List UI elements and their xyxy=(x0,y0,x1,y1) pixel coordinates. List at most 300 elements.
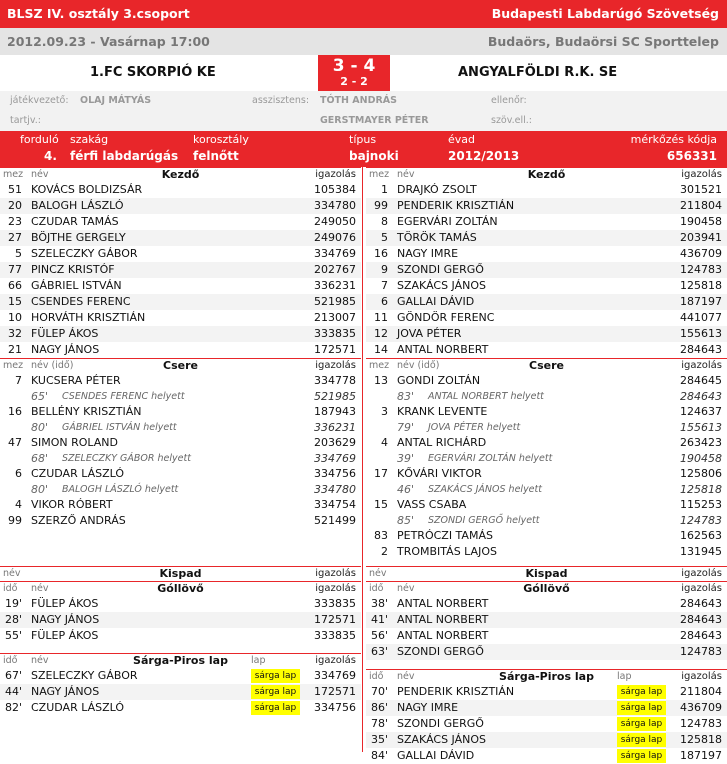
col-label-name: név xyxy=(397,671,415,682)
player-row xyxy=(0,294,361,310)
player-name: SZERZŐ ANDRÁS xyxy=(31,514,126,527)
col-label-first: mez xyxy=(369,169,390,180)
row-first-cell: 66 xyxy=(8,279,22,292)
row-first-cell: 2 xyxy=(381,545,388,558)
round-label: forduló xyxy=(20,133,59,146)
sub-player-row xyxy=(366,404,727,420)
title-bar xyxy=(0,0,727,28)
row-first-cell: 19' xyxy=(4,597,22,610)
section-title: Kispad xyxy=(525,567,568,580)
player-name: TÖRÖK TAMÁS xyxy=(397,231,477,244)
replaced-registration: 155613 xyxy=(680,421,722,434)
player-registration: 334769 xyxy=(314,247,356,260)
shirt-number: 7 xyxy=(15,374,22,387)
yellow-card-badge: sárga lap xyxy=(617,701,666,715)
yellow-card-badge: sárga lap xyxy=(617,749,666,763)
shirt-number: 3 xyxy=(381,405,388,418)
player-name: ANTAL RICHÁRD xyxy=(397,436,487,449)
player-row xyxy=(0,684,361,700)
sub-time: 79' xyxy=(397,421,415,434)
player-registration: 202767 xyxy=(314,263,356,276)
shirt-number: 47 xyxy=(8,436,22,449)
player-name: BÖJTHE GERGELY xyxy=(31,231,126,244)
player-name: NAGY IMRE xyxy=(397,247,459,260)
player-registration: 187197 xyxy=(680,295,722,308)
sub-time: 65' xyxy=(31,390,49,403)
sub-player-row xyxy=(366,466,727,482)
player-registration: 124637 xyxy=(680,405,722,418)
section-header xyxy=(366,669,727,684)
shirt-number: 13 xyxy=(374,374,388,387)
player-row xyxy=(0,214,361,230)
player-row xyxy=(366,262,727,278)
col-label-registration: igazolás xyxy=(315,360,356,371)
bench-header xyxy=(0,566,361,581)
player-registration: 521499 xyxy=(314,514,356,527)
player-name: VASS CSABA xyxy=(397,498,467,511)
sub-time: 68' xyxy=(31,452,49,465)
player-registration: 284643 xyxy=(680,629,722,642)
section-header xyxy=(366,581,727,596)
replaced-registration: 284643 xyxy=(680,390,722,403)
sub-player-row xyxy=(0,404,361,420)
column-divider xyxy=(362,167,363,752)
sub-time: 39' xyxy=(397,452,415,465)
player-name: GÖNDÖR FERENC xyxy=(397,311,495,324)
player-row xyxy=(0,497,361,513)
player-registration: 155613 xyxy=(680,327,722,340)
shirt-number: 4 xyxy=(381,436,388,449)
sub-player-row xyxy=(0,466,361,482)
player-row xyxy=(366,700,727,716)
player-name: SZONDI GERGŐ xyxy=(397,263,484,276)
player-name: FÜLEP ÁKOS xyxy=(31,629,99,642)
bench-header xyxy=(366,566,727,581)
inspector-label: ellenőr: xyxy=(491,95,527,106)
player-name: GALLAI DÁVID xyxy=(397,749,475,762)
col-label-registration: igazolás xyxy=(681,568,722,579)
player-row xyxy=(366,214,727,230)
sub-player-row xyxy=(366,497,727,513)
player-registration: 334756 xyxy=(314,467,356,480)
section-title: Góllövő xyxy=(157,582,204,595)
player-name: KRANK LEVENTE xyxy=(397,405,488,418)
final-score: 3 - 4 xyxy=(332,56,376,76)
player-name: CZUDAR LÁSZLÓ xyxy=(31,467,125,480)
player-row xyxy=(0,230,361,246)
player-registration: 211804 xyxy=(680,199,722,212)
player-registration: 333835 xyxy=(314,327,356,340)
player-name: GALLAI DÁVID xyxy=(397,295,475,308)
shirt-number: 17 xyxy=(374,467,388,480)
row-first-cell: 27 xyxy=(8,231,22,244)
row-first-cell: 4 xyxy=(15,498,22,511)
player-row xyxy=(366,230,727,246)
replaced-player: GÁBRIEL ISTVÁN helyett xyxy=(62,422,177,433)
player-registration: 190458 xyxy=(680,215,722,228)
player-row xyxy=(0,262,361,278)
col-label-registration: igazolás xyxy=(315,583,356,594)
player-name: SZAKÁCS JÁNOS xyxy=(397,733,486,746)
row-first-cell: 12 xyxy=(374,327,388,340)
player-registration: 263423 xyxy=(680,436,722,449)
col-label-first: idő xyxy=(369,671,384,682)
player-name: NAGY JÁNOS xyxy=(31,343,100,356)
player-row xyxy=(0,700,361,716)
col-label-first: idő xyxy=(3,655,18,666)
row-first-cell: 67' xyxy=(4,669,22,682)
player-name: NAGY IMRE xyxy=(397,701,459,714)
substitution-detail xyxy=(366,389,727,404)
match-info-bar xyxy=(0,131,727,167)
substitution-detail xyxy=(0,451,361,466)
yellow-card-badge: sárga lap xyxy=(251,685,300,699)
sub-time: 46' xyxy=(397,483,415,496)
player-registration: 334778 xyxy=(314,374,356,387)
player-name: KUCSERA PÉTER xyxy=(31,374,121,387)
referee-label: játékvezető: xyxy=(10,95,69,106)
shirt-number: 16 xyxy=(8,405,22,418)
player-row xyxy=(366,684,727,700)
sub-player-row xyxy=(366,373,727,389)
player-registration: 187197 xyxy=(680,749,722,762)
assistant-2-name: GERSTMAYER PÉTER xyxy=(320,115,429,126)
player-name: TROMBITÁS LAJOS xyxy=(397,545,497,558)
player-name: ANTAL NORBERT xyxy=(397,629,489,642)
player-registration: 203629 xyxy=(314,436,356,449)
player-registration: 124783 xyxy=(680,263,722,276)
col-label-name: név xyxy=(369,568,387,579)
league-name: BLSZ IV. osztály 3.csoport xyxy=(7,6,190,21)
col-label-first: idő xyxy=(369,583,384,594)
sub-player-row xyxy=(0,373,361,389)
player-registration: 521985 xyxy=(314,295,356,308)
season-label: évad xyxy=(448,133,476,146)
section-title: Kezdő xyxy=(161,168,200,181)
player-registration: 334754 xyxy=(314,498,356,511)
player-registration: 336231 xyxy=(314,279,356,292)
row-first-cell: 35' xyxy=(370,733,388,746)
col-label-first: mez xyxy=(3,360,24,371)
row-first-cell: 99 xyxy=(374,199,388,212)
match-code-value: 656331 xyxy=(666,149,717,163)
col-label-first: idő xyxy=(3,583,18,594)
player-row xyxy=(366,748,727,764)
player-row xyxy=(366,732,727,748)
home-team-column xyxy=(0,167,361,716)
sub-time: 83' xyxy=(397,390,415,403)
player-name: SZAKÁCS JÁNOS xyxy=(397,279,486,292)
player-registration: 211804 xyxy=(680,685,722,698)
player-name: FÜLEP ÁKOS xyxy=(31,327,99,340)
substitution-detail xyxy=(0,389,361,404)
player-row xyxy=(0,278,361,294)
player-name: SIMON ROLAND xyxy=(31,436,119,449)
row-first-cell: 28' xyxy=(4,613,22,626)
player-registration: 172571 xyxy=(314,685,356,698)
player-name: PENDERIK KRISZTIÁN xyxy=(397,685,515,698)
player-name: CZUDAR LÁSZLÓ xyxy=(31,701,125,714)
round-value: 4. xyxy=(44,149,57,163)
col-label-name: név xyxy=(31,655,49,666)
player-name: KOVÁCS BOLDIZSÁR xyxy=(31,183,143,196)
player-row xyxy=(366,716,727,732)
yellow-card-badge: sárga lap xyxy=(617,717,666,731)
shirt-number: 6 xyxy=(15,467,22,480)
substitution-detail xyxy=(0,482,361,497)
section-title: Kezdő xyxy=(527,168,566,181)
col-label-registration: igazolás xyxy=(681,671,722,682)
col-label-registration: igazolás xyxy=(681,583,722,594)
player-row xyxy=(0,628,361,644)
col-label-card: lap xyxy=(617,671,632,682)
section-header xyxy=(366,167,727,182)
player-row xyxy=(366,544,727,560)
section-header xyxy=(0,358,361,373)
row-first-cell: 1 xyxy=(381,183,388,196)
player-row xyxy=(366,278,727,294)
season-value: 2012/2013 xyxy=(448,149,520,163)
player-row xyxy=(0,182,361,198)
player-row xyxy=(0,513,361,529)
player-registration: 124783 xyxy=(680,645,722,658)
player-registration: 105384 xyxy=(314,183,356,196)
replaced-player: SZAKÁCS JÁNOS helyett xyxy=(428,484,542,495)
player-name: EGERVÁRI ZOLTÁN xyxy=(397,215,498,228)
col-label-first: mez xyxy=(369,360,390,371)
col-label-registration: igazolás xyxy=(315,568,356,579)
player-row xyxy=(366,182,727,198)
row-first-cell: 84' xyxy=(370,749,388,762)
section-header xyxy=(366,358,727,373)
section-header xyxy=(0,167,361,182)
col-label-card: lap xyxy=(251,655,266,666)
col-label-name: név xyxy=(31,583,49,594)
sub-time: 80' xyxy=(31,483,49,496)
match-datetime: 2012.09.23 - Vasárnap 17:00 xyxy=(7,34,210,49)
player-name: ANTAL NORBERT xyxy=(397,613,489,626)
section-title: Csere xyxy=(529,359,564,372)
player-row xyxy=(366,246,727,262)
row-first-cell: 5 xyxy=(381,231,388,244)
row-first-cell: 11 xyxy=(374,311,388,324)
player-name: GÁBRIEL ISTVÁN xyxy=(31,279,122,292)
player-row xyxy=(0,326,361,342)
row-first-cell: 15 xyxy=(8,295,22,308)
player-row xyxy=(366,644,727,660)
col-label-first: mez xyxy=(3,169,24,180)
player-name: SZELECZKY GÁBOR xyxy=(31,247,138,260)
substitution-detail xyxy=(366,482,727,497)
player-registration: 333835 xyxy=(314,597,356,610)
replaced-player: BALOGH LÁSZLÓ helyett xyxy=(62,484,179,495)
player-registration: 284643 xyxy=(680,613,722,626)
substitution-detail xyxy=(0,420,361,435)
player-name: BELLÉNY KRISZTIÁN xyxy=(31,405,142,418)
type-label: típus xyxy=(349,133,377,146)
col-label-registration: igazolás xyxy=(681,360,722,371)
player-registration: 213007 xyxy=(314,311,356,324)
branch-value: férfi labdarúgás xyxy=(70,149,179,163)
col-label-registration: igazolás xyxy=(315,655,356,666)
sub-player-row xyxy=(366,435,727,451)
player-name: KŐVÁRI VIKTOR xyxy=(397,467,482,480)
match-venue: Budaörs, Budaörsi SC Sporttelep xyxy=(487,34,719,49)
col-label-registration: igazolás xyxy=(681,169,722,180)
col-label-name: név (idő) xyxy=(397,360,440,371)
federation-name: Budapesti Labdarúgó Szövetség xyxy=(491,6,719,21)
player-registration: 334780 xyxy=(314,199,356,212)
row-first-cell: 20 xyxy=(8,199,22,212)
home-team-name: 1.FC SKORPIÓ KE xyxy=(90,65,216,80)
substitution-detail xyxy=(366,451,727,466)
player-name: JOVA PÉTER xyxy=(397,327,462,340)
row-first-cell: 16 xyxy=(374,247,388,260)
player-row xyxy=(366,294,727,310)
player-row xyxy=(0,198,361,214)
row-first-cell: 77 xyxy=(8,263,22,276)
player-row xyxy=(0,342,361,358)
sub-time: 80' xyxy=(31,421,49,434)
row-first-cell: 51 xyxy=(8,183,22,196)
player-registration: 249076 xyxy=(314,231,356,244)
section-title: Góllövő xyxy=(523,582,570,595)
type-value: bajnoki xyxy=(349,149,399,163)
away-team-column xyxy=(366,167,727,764)
replaced-player: SZONDI GERGŐ helyett xyxy=(428,515,540,526)
player-name: BALOGH LÁSZLÓ xyxy=(31,199,124,212)
row-first-cell: 83 xyxy=(374,529,388,542)
player-registration: 249050 xyxy=(314,215,356,228)
branch-label: szakág xyxy=(70,133,109,146)
row-first-cell: 86' xyxy=(370,701,388,714)
player-name: SZONDI GERGŐ xyxy=(397,645,484,658)
referee-name: OLAJ MÁTYÁS xyxy=(80,95,152,106)
section-title: Kispad xyxy=(159,567,202,580)
row-first-cell: 21 xyxy=(8,343,22,356)
col-label-name: név xyxy=(397,169,415,180)
player-registration: 334756 xyxy=(314,701,356,714)
section-header xyxy=(0,653,361,668)
row-first-cell: 38' xyxy=(370,597,388,610)
player-name: ANTAL NORBERT xyxy=(397,597,489,610)
player-registration: 441077 xyxy=(680,311,722,324)
row-first-cell: 99 xyxy=(8,514,22,527)
sub-player-row xyxy=(0,435,361,451)
player-row xyxy=(366,342,727,358)
yellow-card-badge: sárga lap xyxy=(251,669,300,683)
replaced-registration: 190458 xyxy=(680,452,722,465)
row-first-cell: 70' xyxy=(370,685,388,698)
replaced-registration: 521985 xyxy=(314,390,356,403)
replaced-player: ANTAL NORBERT helyett xyxy=(428,391,544,402)
player-name: FÜLEP ÁKOS xyxy=(31,597,99,610)
col-label-registration: igazolás xyxy=(315,169,356,180)
row-first-cell: 32 xyxy=(8,327,22,340)
replaced-player: CSENDES FERENC helyett xyxy=(62,391,185,402)
player-row xyxy=(0,246,361,262)
yellow-card-badge: sárga lap xyxy=(617,733,666,747)
reserve-referee-label: tartjv.: xyxy=(10,115,41,126)
row-first-cell: 9 xyxy=(381,263,388,276)
assistant-label: asszisztens: xyxy=(252,95,310,106)
player-name: PENDERIK KRISZTIÁN xyxy=(397,199,515,212)
shirt-number: 15 xyxy=(374,498,388,511)
player-name: NAGY JÁNOS xyxy=(31,613,100,626)
replaced-registration: 334780 xyxy=(314,483,356,496)
player-registration: 436709 xyxy=(680,247,722,260)
player-registration: 436709 xyxy=(680,701,722,714)
player-registration: 162563 xyxy=(680,529,722,542)
yellow-card-badge: sárga lap xyxy=(251,701,300,715)
officials-panel xyxy=(0,91,727,131)
age-group-label: korosztály xyxy=(193,133,249,146)
player-name: SZONDI GERGŐ xyxy=(397,717,484,730)
row-first-cell: 78' xyxy=(370,717,388,730)
player-row xyxy=(366,612,727,628)
player-row xyxy=(366,596,727,612)
row-first-cell: 6 xyxy=(381,295,388,308)
assistant-1-name: TÓTH ANDRÁS xyxy=(320,95,397,106)
row-first-cell: 14 xyxy=(374,343,388,356)
replaced-registration: 334769 xyxy=(314,452,356,465)
section-title: Sárga-Piros lap xyxy=(499,670,594,683)
col-label-name: név xyxy=(31,169,49,180)
player-registration: 115253 xyxy=(680,498,722,511)
player-registration: 125818 xyxy=(680,279,722,292)
player-row xyxy=(0,596,361,612)
col-label-name: név xyxy=(3,568,21,579)
substitution-detail xyxy=(366,513,727,528)
row-first-cell: 5 xyxy=(15,247,22,260)
player-name: CSENDES FERENC xyxy=(31,295,131,308)
player-registration: 131945 xyxy=(680,545,722,558)
player-registration: 334769 xyxy=(314,669,356,682)
substitution-detail xyxy=(366,420,727,435)
col-label-name: név xyxy=(397,583,415,594)
player-registration: 301521 xyxy=(680,183,722,196)
row-first-cell: 44' xyxy=(4,685,22,698)
player-row xyxy=(0,668,361,684)
player-row xyxy=(366,528,727,544)
player-name: DRAJKÓ ZSOLT xyxy=(397,183,477,196)
row-first-cell: 41' xyxy=(370,613,388,626)
away-team-name: ANGYALFÖLDI R.K. SE xyxy=(458,65,618,80)
replaced-player: EGERVÁRI ZOLTÁN helyett xyxy=(428,453,553,464)
section-title: Csere xyxy=(163,359,198,372)
match-code-label: mérkőzés kódja xyxy=(630,133,717,146)
player-name: ANTAL NORBERT xyxy=(397,343,489,356)
player-registration: 124783 xyxy=(680,717,722,730)
row-first-cell: 56' xyxy=(370,629,388,642)
player-name: SZELECZKY GÁBOR xyxy=(31,669,138,682)
row-first-cell: 63' xyxy=(370,645,388,658)
section-header xyxy=(0,581,361,596)
age-group-value: felnőtt xyxy=(193,149,239,163)
player-registration: 187943 xyxy=(314,405,356,418)
player-registration: 284645 xyxy=(680,374,722,387)
row-first-cell: 7 xyxy=(381,279,388,292)
row-first-cell: 82' xyxy=(4,701,22,714)
col-label-name: név (idő) xyxy=(31,360,74,371)
replaced-registration: 124783 xyxy=(680,514,722,527)
player-name: PINCZ KRISTÓF xyxy=(31,263,115,276)
replaced-registration: 125818 xyxy=(680,483,722,496)
date-venue-bar xyxy=(0,28,727,55)
player-registration: 125806 xyxy=(680,467,722,480)
row-first-cell: 23 xyxy=(8,215,22,228)
player-row xyxy=(366,628,727,644)
